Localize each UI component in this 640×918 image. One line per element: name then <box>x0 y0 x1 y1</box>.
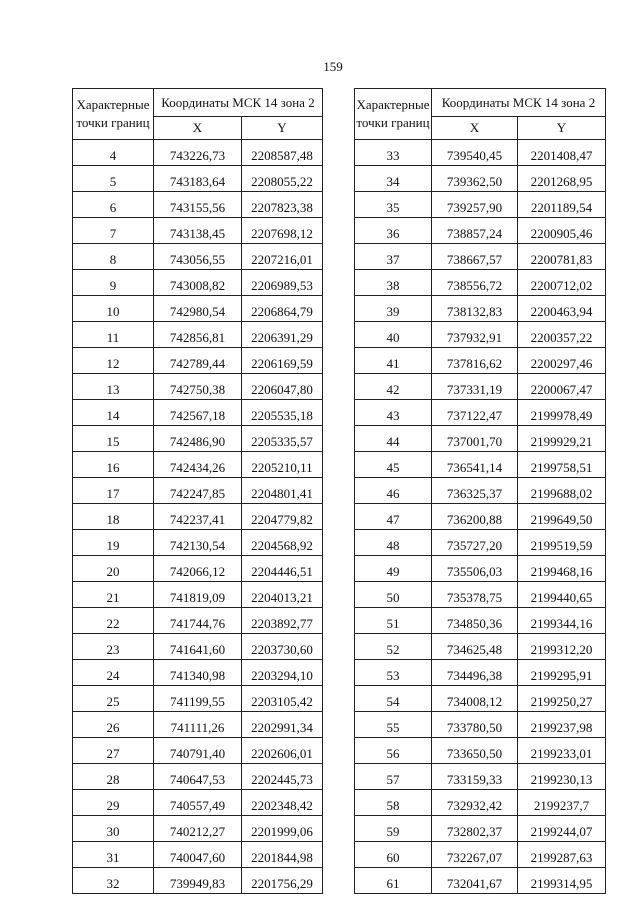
x-cell: 737122,47 <box>432 400 518 426</box>
table-row <box>355 192 606 218</box>
x-cell: 733159,33 <box>432 764 518 790</box>
point-cell: 24 <box>73 660 154 686</box>
point-cell: 32 <box>73 868 154 894</box>
y-cell: 2199929,21 <box>518 426 606 452</box>
y-cell: 2201844,98 <box>242 842 323 868</box>
x-cell: 738667,57 <box>432 244 518 270</box>
table-row <box>355 322 606 348</box>
x-cell: 743008,82 <box>154 270 242 296</box>
point-cell: 9 <box>73 270 154 296</box>
y-cell: 2200905,46 <box>518 218 606 244</box>
point-column-header-line2: точки границ <box>76 115 150 130</box>
point-cell: 58 <box>355 790 432 816</box>
table-row <box>355 738 606 764</box>
point-cell: 7 <box>73 218 154 244</box>
point-column-header-line1: Характерные <box>76 97 150 112</box>
y-cell: 2199237,7 <box>518 790 606 816</box>
point-cell: 55 <box>355 712 432 738</box>
y-cell: 2200297,46 <box>518 348 606 374</box>
point-cell: 47 <box>355 504 432 530</box>
point-cell: 49 <box>355 556 432 582</box>
y-cell: 2200781,83 <box>518 244 606 270</box>
coordinates-table-left <box>72 88 323 894</box>
table-row <box>73 764 323 790</box>
x-column-header: X <box>154 117 242 140</box>
x-cell: 742567,18 <box>154 400 242 426</box>
x-cell: 732802,37 <box>432 816 518 842</box>
point-cell: 31 <box>73 842 154 868</box>
table-row <box>73 738 323 764</box>
table-row <box>355 244 606 270</box>
table-row <box>73 166 323 192</box>
y-cell: 2207698,12 <box>242 218 323 244</box>
point-cell: 29 <box>73 790 154 816</box>
y-cell: 2199230,13 <box>518 764 606 790</box>
table-row <box>73 660 323 686</box>
table-row <box>355 816 606 842</box>
table-row <box>73 348 323 374</box>
table-row <box>355 842 606 868</box>
y-cell: 2203892,77 <box>242 608 323 634</box>
y-cell: 2203105,42 <box>242 686 323 712</box>
y-cell: 2203294,10 <box>242 660 323 686</box>
y-cell: 2208055,22 <box>242 166 323 192</box>
table-row <box>355 426 606 452</box>
point-cell: 26 <box>73 712 154 738</box>
table-row <box>355 634 606 660</box>
x-cell: 741111,26 <box>154 712 242 738</box>
table-row <box>73 400 323 426</box>
y-cell: 2205335,57 <box>242 426 323 452</box>
table-row <box>355 400 606 426</box>
point-cell: 17 <box>73 478 154 504</box>
y-cell: 2200463,94 <box>518 296 606 322</box>
table-row <box>355 556 606 582</box>
table-row <box>73 608 323 634</box>
y-cell: 2204779,82 <box>242 504 323 530</box>
x-cell: 740047,60 <box>154 842 242 868</box>
y-cell: 2199295,91 <box>518 660 606 686</box>
y-cell: 2199758,51 <box>518 452 606 478</box>
x-cell: 743138,45 <box>154 218 242 244</box>
table-row <box>355 218 606 244</box>
point-cell: 41 <box>355 348 432 374</box>
point-cell: 27 <box>73 738 154 764</box>
point-cell: 45 <box>355 452 432 478</box>
y-cell: 2205535,18 <box>242 400 323 426</box>
y-cell: 2206169,59 <box>242 348 323 374</box>
x-cell: 741641,60 <box>154 634 242 660</box>
y-cell: 2200067,47 <box>518 374 606 400</box>
table-row <box>355 140 606 166</box>
point-cell: 34 <box>355 166 432 192</box>
x-column-header: X <box>432 117 518 140</box>
y-cell: 2202348,42 <box>242 790 323 816</box>
x-cell: 739257,90 <box>432 192 518 218</box>
y-cell: 2201408,47 <box>518 140 606 166</box>
table-row <box>355 712 606 738</box>
point-cell: 12 <box>73 348 154 374</box>
table-row <box>73 634 323 660</box>
table-row <box>355 764 606 790</box>
table-row <box>73 530 323 556</box>
point-cell: 33 <box>355 140 432 166</box>
y-cell: 2207823,38 <box>242 192 323 218</box>
point-cell: 53 <box>355 660 432 686</box>
y-cell: 2202606,01 <box>242 738 323 764</box>
table-row <box>355 660 606 686</box>
point-cell: 39 <box>355 296 432 322</box>
y-cell: 2201756,29 <box>242 868 323 894</box>
coordinates-table-right <box>354 88 606 894</box>
y-cell: 2199649,50 <box>518 504 606 530</box>
y-cell: 2204801,41 <box>242 478 323 504</box>
x-cell: 742486,90 <box>154 426 242 452</box>
point-cell: 16 <box>73 452 154 478</box>
y-cell: 2200357,22 <box>518 322 606 348</box>
table-row <box>73 244 323 270</box>
point-cell: 13 <box>73 374 154 400</box>
point-cell: 56 <box>355 738 432 764</box>
y-cell: 2208587,48 <box>242 140 323 166</box>
point-cell: 25 <box>73 686 154 712</box>
point-cell: 8 <box>73 244 154 270</box>
point-cell: 54 <box>355 686 432 712</box>
x-cell: 742856,81 <box>154 322 242 348</box>
table-row <box>73 140 323 166</box>
x-cell: 734850,36 <box>432 608 518 634</box>
x-cell: 737331,19 <box>432 374 518 400</box>
x-cell: 742247,85 <box>154 478 242 504</box>
x-cell: 741199,55 <box>154 686 242 712</box>
x-cell: 740212,27 <box>154 816 242 842</box>
y-cell: 2200712,02 <box>518 270 606 296</box>
x-cell: 743155,56 <box>154 192 242 218</box>
point-cell: 5 <box>73 166 154 192</box>
table-row <box>73 868 323 894</box>
point-cell: 35 <box>355 192 432 218</box>
table-row <box>73 452 323 478</box>
x-cell: 740647,53 <box>154 764 242 790</box>
point-cell: 15 <box>73 426 154 452</box>
point-cell: 44 <box>355 426 432 452</box>
table-row <box>73 374 323 400</box>
y-cell: 2199314,95 <box>518 868 606 894</box>
table-row <box>355 374 606 400</box>
point-cell: 4 <box>73 140 154 166</box>
table-row <box>355 790 606 816</box>
table-row <box>355 530 606 556</box>
coords-header: Координаты МСК 14 зона 2 <box>432 89 606 117</box>
table-row <box>73 686 323 712</box>
x-cell: 742750,38 <box>154 374 242 400</box>
point-cell: 11 <box>73 322 154 348</box>
x-cell: 742066,12 <box>154 556 242 582</box>
point-cell: 48 <box>355 530 432 556</box>
point-cell: 52 <box>355 634 432 660</box>
y-cell: 2204568,92 <box>242 530 323 556</box>
point-cell: 30 <box>73 816 154 842</box>
point-cell: 14 <box>73 400 154 426</box>
table-row <box>73 192 323 218</box>
point-cell: 42 <box>355 374 432 400</box>
x-cell: 732932,42 <box>432 790 518 816</box>
point-cell: 6 <box>73 192 154 218</box>
table-row <box>355 296 606 322</box>
point-cell: 36 <box>355 218 432 244</box>
point-cell: 57 <box>355 764 432 790</box>
x-cell: 734496,38 <box>432 660 518 686</box>
y-cell: 2199440,65 <box>518 582 606 608</box>
x-cell: 735378,75 <box>432 582 518 608</box>
table-row <box>355 348 606 374</box>
x-cell: 739540,45 <box>432 140 518 166</box>
table-row <box>355 504 606 530</box>
x-cell: 735727,20 <box>432 530 518 556</box>
x-cell: 735506,03 <box>432 556 518 582</box>
x-cell: 743226,73 <box>154 140 242 166</box>
point-cell: 46 <box>355 478 432 504</box>
y-cell: 2202445,73 <box>242 764 323 790</box>
table-row <box>355 270 606 296</box>
x-cell: 741744,76 <box>154 608 242 634</box>
point-cell: 50 <box>355 582 432 608</box>
x-cell: 741340,98 <box>154 660 242 686</box>
table-row <box>73 790 323 816</box>
point-column-header-line1: Характерные <box>356 97 430 112</box>
y-cell: 2199468,16 <box>518 556 606 582</box>
x-cell: 739362,50 <box>432 166 518 192</box>
y-cell: 2205210,11 <box>242 452 323 478</box>
x-cell: 740557,49 <box>154 790 242 816</box>
x-cell: 742980,54 <box>154 296 242 322</box>
x-cell: 732267,07 <box>432 842 518 868</box>
point-cell: 60 <box>355 842 432 868</box>
y-cell: 2199688,02 <box>518 478 606 504</box>
point-cell: 28 <box>73 764 154 790</box>
table-row <box>73 270 323 296</box>
table-row <box>73 816 323 842</box>
table-row <box>73 478 323 504</box>
x-cell: 742130,54 <box>154 530 242 556</box>
coords-header: Координаты МСК 14 зона 2 <box>154 89 323 117</box>
y-cell: 2199978,49 <box>518 400 606 426</box>
table-row <box>73 426 323 452</box>
table-row <box>355 478 606 504</box>
point-cell: 19 <box>73 530 154 556</box>
x-cell: 742237,41 <box>154 504 242 530</box>
y-cell: 2199312,20 <box>518 634 606 660</box>
y-cell: 2199244,07 <box>518 816 606 842</box>
y-cell: 2206989,53 <box>242 270 323 296</box>
table-row <box>355 686 606 712</box>
y-cell: 2204446,51 <box>242 556 323 582</box>
point-cell: 61 <box>355 868 432 894</box>
y-cell: 2207216,01 <box>242 244 323 270</box>
point-cell: 21 <box>73 582 154 608</box>
table-row <box>73 842 323 868</box>
y-cell: 2199233,01 <box>518 738 606 764</box>
y-cell: 2206864,79 <box>242 296 323 322</box>
x-cell: 736200,88 <box>432 504 518 530</box>
x-cell: 736541,14 <box>432 452 518 478</box>
point-cell: 59 <box>355 816 432 842</box>
y-column-header: Y <box>518 117 606 140</box>
x-cell: 738857,24 <box>432 218 518 244</box>
x-cell: 737932,91 <box>432 322 518 348</box>
y-cell: 2202991,34 <box>242 712 323 738</box>
table-row <box>73 322 323 348</box>
table-row <box>355 608 606 634</box>
y-cell: 2201268,95 <box>518 166 606 192</box>
table-row <box>355 166 606 192</box>
point-cell: 38 <box>355 270 432 296</box>
x-cell: 738132,83 <box>432 296 518 322</box>
point-cell: 23 <box>73 634 154 660</box>
y-cell: 2204013,21 <box>242 582 323 608</box>
table-row <box>355 452 606 478</box>
point-cell: 43 <box>355 400 432 426</box>
x-cell: 742434,26 <box>154 452 242 478</box>
x-cell: 736325,37 <box>432 478 518 504</box>
y-cell: 2201189,54 <box>518 192 606 218</box>
x-cell: 743056,55 <box>154 244 242 270</box>
x-cell: 742789,44 <box>154 348 242 374</box>
point-column-header <box>73 89 154 140</box>
x-cell: 733780,50 <box>432 712 518 738</box>
y-cell: 2206391,29 <box>242 322 323 348</box>
point-column-header-line2: точки границ <box>356 115 430 130</box>
table-row <box>73 504 323 530</box>
point-cell: 18 <box>73 504 154 530</box>
point-cell: 20 <box>73 556 154 582</box>
y-cell: 2199519,59 <box>518 530 606 556</box>
table-row <box>73 556 323 582</box>
point-column-header <box>355 89 432 140</box>
y-cell: 2199287,63 <box>518 842 606 868</box>
y-cell: 2206047,80 <box>242 374 323 400</box>
point-cell: 51 <box>355 608 432 634</box>
point-cell: 10 <box>73 296 154 322</box>
y-column-header: Y <box>242 117 323 140</box>
point-cell: 37 <box>355 244 432 270</box>
point-cell: 40 <box>355 322 432 348</box>
table-row <box>73 296 323 322</box>
x-cell: 739949,83 <box>154 868 242 894</box>
y-cell: 2199344,16 <box>518 608 606 634</box>
table-row <box>73 712 323 738</box>
table-row <box>73 218 323 244</box>
x-cell: 743183,64 <box>154 166 242 192</box>
table-row <box>73 582 323 608</box>
x-cell: 734625,48 <box>432 634 518 660</box>
y-cell: 2199237,98 <box>518 712 606 738</box>
table-row <box>355 868 606 894</box>
y-cell: 2201999,06 <box>242 816 323 842</box>
x-cell: 737816,62 <box>432 348 518 374</box>
x-cell: 741819,09 <box>154 582 242 608</box>
x-cell: 738556,72 <box>432 270 518 296</box>
x-cell: 737001,70 <box>432 426 518 452</box>
table-row <box>355 582 606 608</box>
page-number: 159 <box>323 59 343 74</box>
point-cell: 22 <box>73 608 154 634</box>
x-cell: 733650,50 <box>432 738 518 764</box>
x-cell: 740791,40 <box>154 738 242 764</box>
x-cell: 734008,12 <box>432 686 518 712</box>
y-cell: 2203730,60 <box>242 634 323 660</box>
y-cell: 2199250,27 <box>518 686 606 712</box>
x-cell: 732041,67 <box>432 868 518 894</box>
